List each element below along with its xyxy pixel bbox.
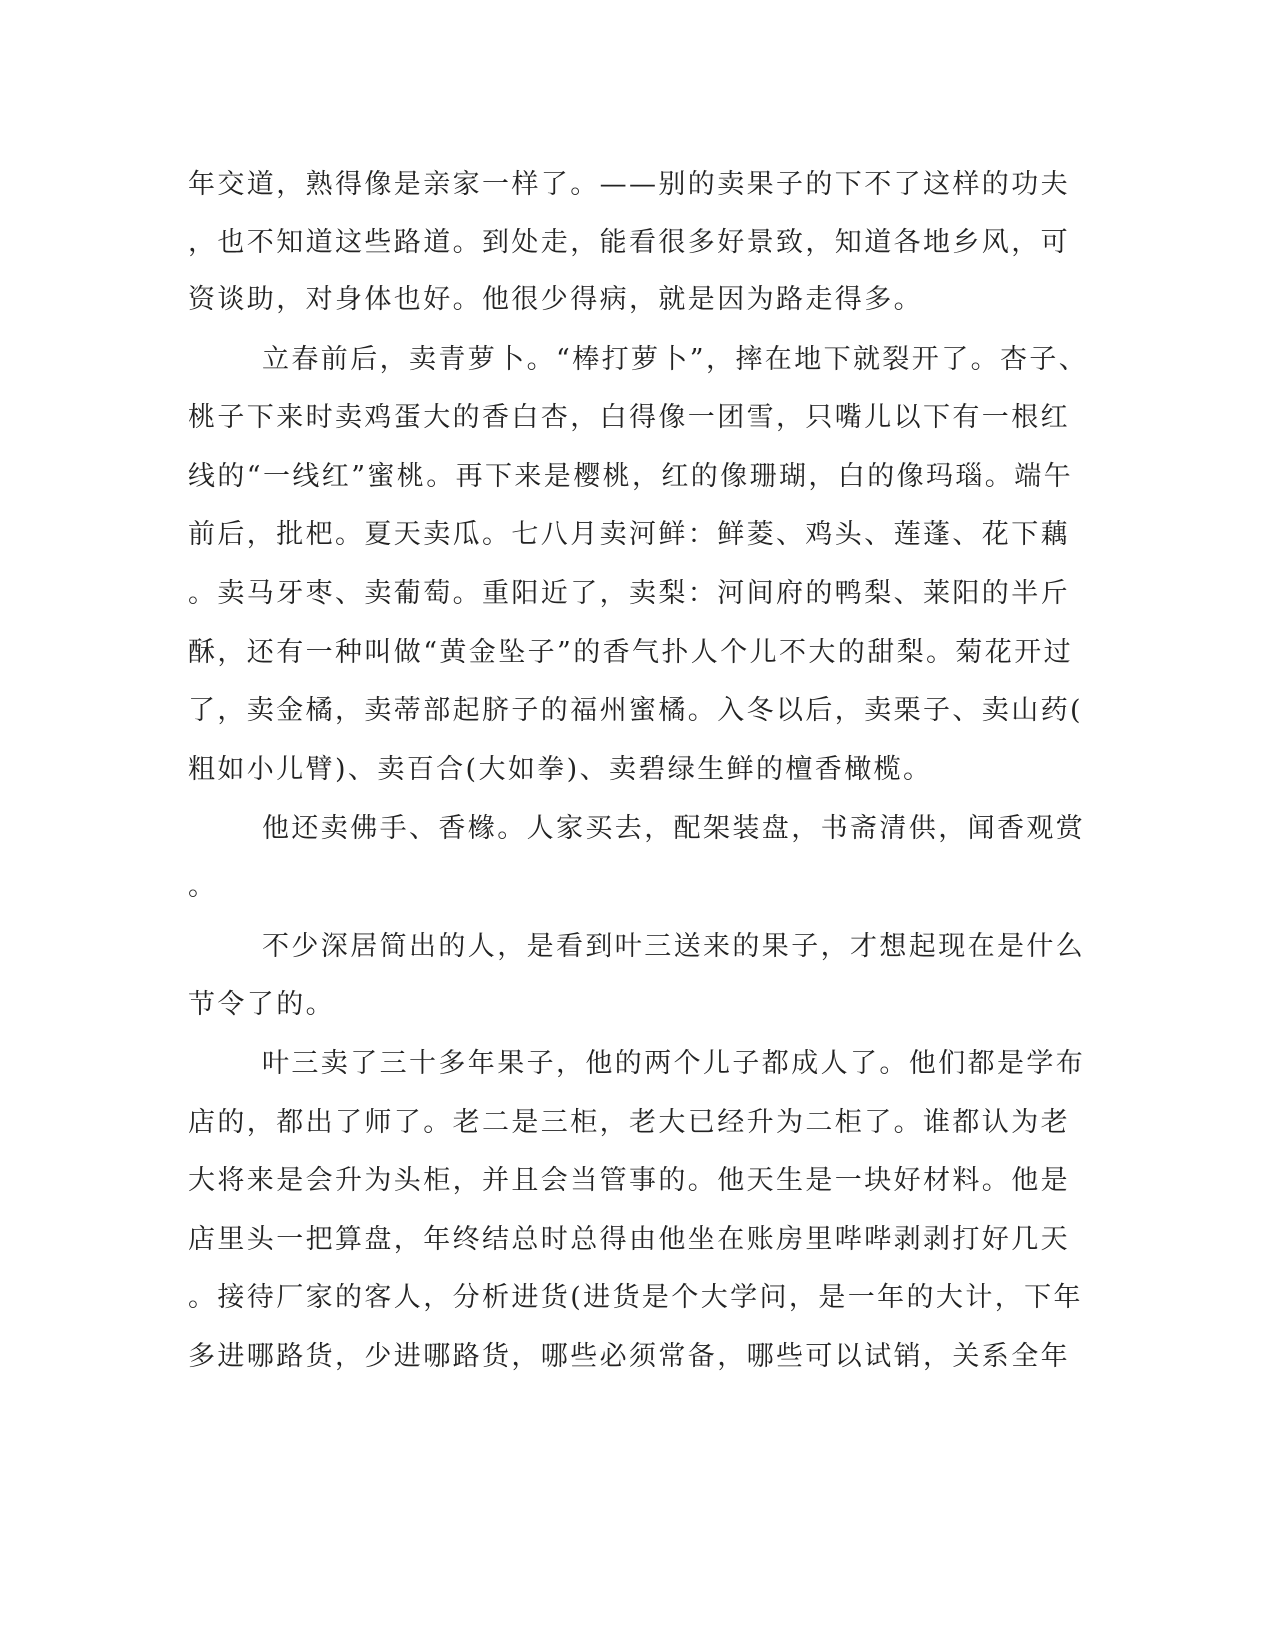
text-line: 资谈助，对身体也好。他很少得病，就是因为路走得多。	[188, 284, 923, 315]
text-line: 。接待厂家的客人，分析进货(进货是个大学问，是一年的大计，下年	[188, 1282, 1083, 1313]
paragraph-first-line: 立春前后，卖青萝卜。“棒打萝卜”，摔在地下就裂开了。杏子、	[262, 344, 1089, 375]
text-line: 年交道，熟得像是亲家一样了。——别的卖果子的下不了这样的功夫	[188, 169, 1070, 200]
text-line: 店的，都出了师了。老二是三柜，老大已经升为二柜了。谁都认为老	[188, 1107, 1070, 1138]
paragraph-first-line: 叶三卖了三十多年果子，他的两个儿子都成人了。他们都是学布	[262, 1048, 1086, 1079]
paragraph-first-line: 不少深居简出的人，是看到叶三送来的果子，才想起现在是什么	[262, 931, 1086, 962]
text-line: 大将来是会升为头柜，并且会当管事的。他天生是一块好材料。他是	[188, 1165, 1070, 1196]
text-line: 多进哪路货，少进哪路货，哪些必须常备，哪些可以试销，关系全年	[188, 1341, 1070, 1372]
text-line: 店里头一把算盘，年终结总时总得由他坐在账房里哔哔剥剥打好几天	[188, 1224, 1070, 1255]
text-line: 节令了的。	[188, 989, 335, 1020]
text-line: 。卖马牙枣、卖葡萄。重阳近了，卖梨：河间府的鸭梨、莱阳的半斤	[188, 578, 1070, 609]
text-line: 粗如小儿臂)、卖百合(大如拳)、卖碧绿生鲜的檀香橄榄。	[188, 754, 933, 785]
text-line: 前后，批杷。夏天卖瓜。七八月卖河鲜：鲜菱、鸡头、莲蓬、花下藕	[188, 519, 1070, 550]
text-line: 。	[188, 871, 218, 902]
text-line: 线的“一线红”蜜桃。再下来是樱桃，红的像珊瑚，白的像玛瑙。端午	[188, 461, 1074, 492]
paragraph-first-line: 他还卖佛手、香橼。人家买去，配架装盘，书斋清供，闻香观赏	[262, 813, 1086, 844]
text-line: 酥，还有一种叫做“黄金坠子”的香气扑人个儿不大的甜梨。菊花开过	[188, 637, 1074, 668]
text-line: 了，卖金橘，卖蒂部起脐子的福州蜜橘。入冬以后，卖栗子、卖山药(	[188, 695, 1083, 726]
text-line: ，也不知道这些路道。到处走，能看很多好景致，知道各地乡风，可	[188, 227, 1070, 258]
text-line: 桃子下来时卖鸡蛋大的香白杏，白得像一团雪，只嘴儿以下有一根红	[188, 402, 1070, 433]
